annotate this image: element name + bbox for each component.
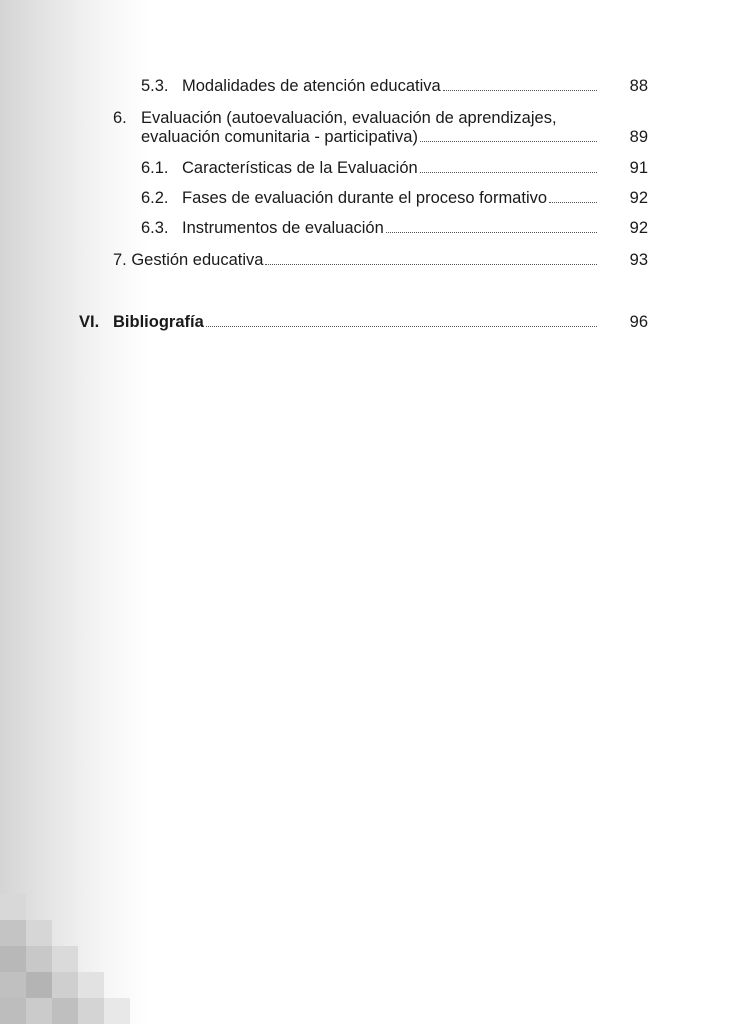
toc-entry-6-2[interactable] (141, 187, 601, 209)
toc-entry-label: Instrumentos de evaluación (182, 219, 384, 237)
mosaic-tile (78, 972, 104, 998)
mosaic-tile (26, 920, 52, 946)
dot-leader (265, 264, 597, 265)
toc-page-number: 89 (629, 128, 648, 146)
dot-leader (420, 172, 597, 173)
toc-entry-6-line1: Evaluación (autoevaluación, evaluación de aprendizajes, (141, 109, 557, 127)
toc-entry-number: 6.2. (141, 189, 169, 207)
mosaic-tile (78, 998, 104, 1024)
toc-entry-6[interactable] (141, 126, 601, 148)
toc-page-number: 96 (629, 313, 648, 331)
dot-leader (386, 232, 597, 233)
mosaic-tile (52, 946, 78, 972)
toc-entry-number: 6. (113, 109, 127, 127)
toc-page-number: 91 (629, 159, 648, 177)
toc-entry-5-3[interactable] (141, 75, 601, 97)
mosaic-tile (0, 894, 26, 920)
toc-page-number: 92 (629, 189, 648, 207)
dot-leader (420, 141, 597, 142)
mosaic-decoration (0, 894, 130, 1024)
toc-entry-label: evaluación comunitaria - participativa) (141, 128, 418, 146)
toc-entry-label: Bibliografía (113, 313, 204, 331)
dot-leader (443, 90, 597, 91)
mosaic-tile (26, 946, 52, 972)
mosaic-tile (52, 998, 78, 1024)
mosaic-tile (0, 946, 26, 972)
mosaic-tile (0, 920, 26, 946)
toc-entry-label: Modalidades de atención educativa (182, 77, 441, 95)
side-gradient-decoration (0, 0, 150, 1024)
toc-entry-6-3[interactable] (141, 217, 601, 239)
mosaic-tile (26, 998, 52, 1024)
toc-page-number: 93 (629, 251, 648, 269)
toc-entry-label: Fases de evaluación durante el proceso formativo (182, 189, 548, 207)
toc-entry-label: Características de la Evaluación (182, 159, 418, 177)
mosaic-tile (52, 972, 78, 998)
toc-entry-number: 6.3. (141, 219, 169, 237)
toc-page-number: 92 (629, 219, 648, 237)
dot-leader (206, 326, 597, 327)
dot-leader (549, 202, 597, 203)
toc-entry-7[interactable] (113, 249, 601, 271)
toc-entry-number: 5.3. (141, 77, 169, 95)
mosaic-tile (0, 972, 26, 998)
toc-entry-number: VI. (79, 313, 100, 331)
toc-page-number: 88 (629, 77, 648, 95)
toc-entry-6-1[interactable] (141, 157, 601, 179)
mosaic-tile (104, 998, 130, 1024)
toc-entry-label: 7. Gestión educativa (113, 251, 264, 269)
mosaic-tile (26, 972, 52, 998)
toc-entry-number: 6.1. (141, 159, 169, 177)
mosaic-tile (0, 998, 26, 1024)
toc-entry-vi[interactable] (79, 311, 601, 333)
